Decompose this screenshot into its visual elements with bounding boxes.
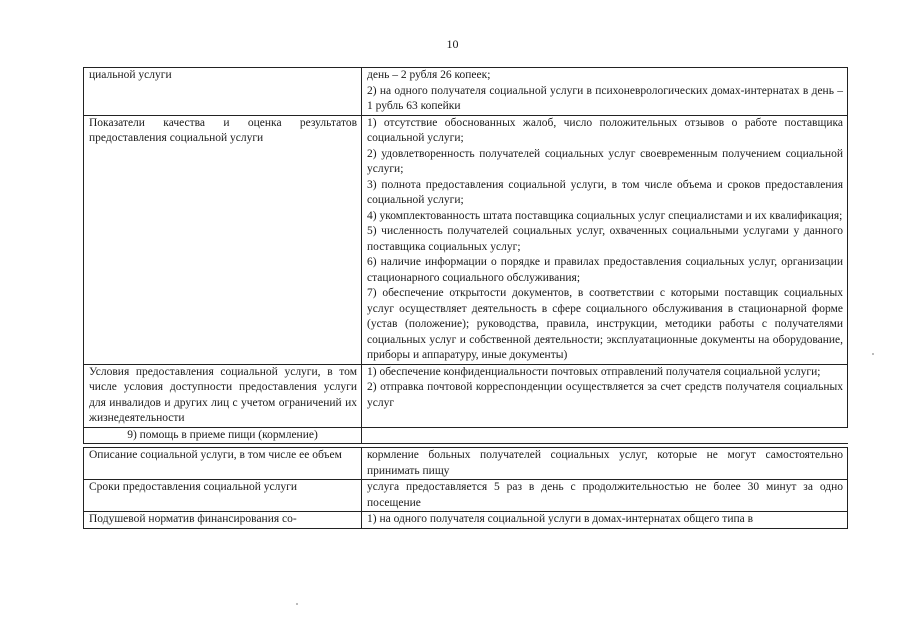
scan-speck — [872, 353, 874, 355]
scan-speck — [296, 603, 298, 605]
content-item: 2) отправка почтовой корреспонденции осуществляется за счет средств получателя социальных услуг — [367, 381, 843, 409]
row-label: Описание социальной услуги, в том числе ее объем — [84, 448, 362, 480]
content-item: 2) на одного получателя социальной услуги в психоневрологических домах-интернатах в день – 1 рубль 63 копейки — [367, 84, 843, 112]
table-row — [84, 364, 848, 427]
content-item: 6) наличие информации о порядке и правилах предоставления социальных услуг, организации стационарного социального обслуживания; — [367, 256, 843, 284]
row-content — [362, 448, 848, 480]
content-item: 4) укомплектованность штата поставщика социальных услуг специалистами и их квалификация; — [367, 209, 843, 222]
row-label: циальной услуги — [84, 68, 362, 116]
table-row — [84, 512, 848, 529]
section-title: 9) помощь в приеме пищи (кормление) — [84, 427, 362, 444]
content-item: услуга предоставляется 5 раз в день с продолжительностью не более 30 минут за одно посещение — [367, 481, 843, 509]
row-label: Показатели качества и оценка результатов предоставления социальной услуги — [84, 115, 362, 364]
row-content — [362, 512, 848, 529]
content-item: 3) полнота предоставления социальной услуги, в том числе объема и сроков предоставления социальной услуги; — [367, 178, 843, 206]
row-label: Сроки предоставления социальной услуги — [84, 480, 362, 512]
table-row — [84, 480, 848, 512]
content-item: 7) обеспечение открытости документов, в соответствии с которыми поставщик социальных услуг осуществляет деятельность в сфере социального обслуживания в стационарной форме (устав (положение); руководства, правила, инструкции, методики работы с получателями социальных услуг и собственной деятельности; эксплуатационные документы на оборудование, приборы и аппаратуру, иные документы) — [367, 287, 843, 361]
row-content — [362, 68, 848, 116]
content-item: 1) отсутствие обоснованных жалоб, число положительных отзывов о работе поставщика социальной услуги; — [367, 116, 843, 144]
content-item: 5) численность получателей социальных услуг, охваченных социальными услугами у данного поставщика социальных услуг; — [367, 225, 843, 253]
services-table — [83, 67, 848, 529]
row-content — [362, 480, 848, 512]
row-label: Подушевой норматив финансирования со- — [84, 512, 362, 529]
content-item: 2) удовлетворенность получателей социальных услуг своевременным получением социальной услуги; — [367, 147, 843, 175]
content-item: кормление больных получателей социальных услуг, которые не могут самостоятельно принимать пищу — [367, 449, 843, 477]
page-number: 10 — [446, 37, 459, 51]
table-row — [84, 68, 848, 116]
content-item: 1) обеспечение конфиденциальности почтовых отправлений получателя социальной услуги; — [367, 365, 821, 378]
section-row — [84, 427, 848, 444]
table-row — [84, 115, 848, 364]
row-label: Условия предоставления социальной услуги, в том числе условия доступности предоставления услуги для инвалидов и других лиц с учетом ограничений их жизнедеятельности — [84, 364, 362, 427]
section-spacer — [362, 427, 848, 444]
row-content — [362, 115, 848, 364]
table-row — [84, 448, 848, 480]
content-item: день – 2 рубля 26 копеек; — [367, 69, 491, 81]
content-item: 1) на одного получателя социальной услуги в домах-интернатах общего типа в — [367, 513, 754, 525]
row-content — [362, 364, 848, 427]
